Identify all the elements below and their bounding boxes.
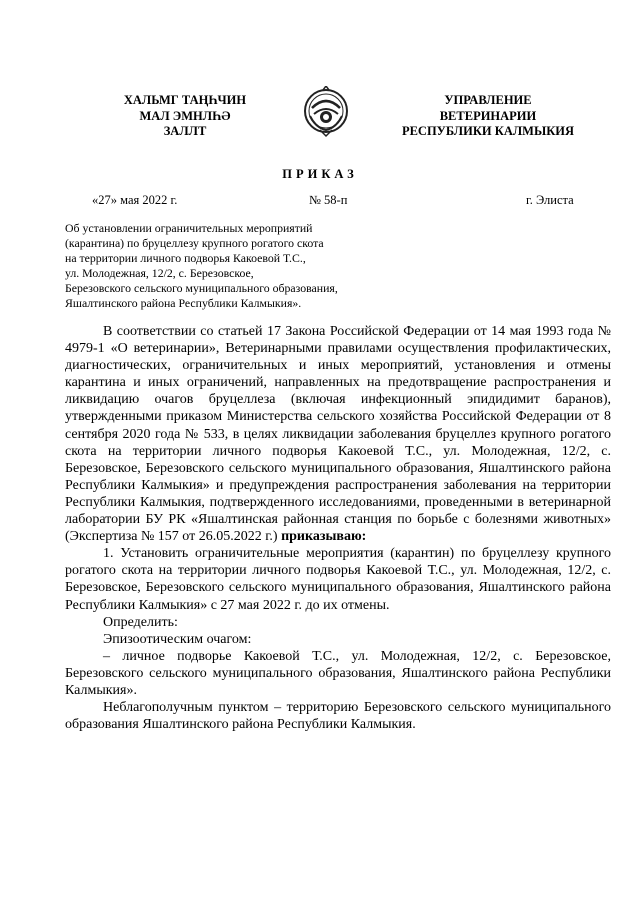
order-number: № 58-п xyxy=(309,193,348,207)
focus-paragraph: – личное подворье Какоевой Т.С., ул. Молодежная, 12/2, с. Березовское, Березовского сельского муниципального образования, Яшалтинского района Республики Калмыкия». xyxy=(65,648,611,698)
order-body xyxy=(65,323,611,733)
header-right-line: ВЕТЕРИНАРИИ xyxy=(439,108,537,123)
subject-line: ул. Молодежная, 12/2, с. Березовское, xyxy=(65,266,254,281)
unfavorable-paragraph: Неблагополучным пунктом – территорию Березовского сельского муниципального образования Яшалтинского района Республики Калмыкия. xyxy=(65,700,611,733)
subject-line: (карантина) по бруцеллезу крупного рогатого скота xyxy=(65,236,324,251)
header-right-line: РЕСПУБЛИКИ КАЛМЫКИЯ xyxy=(401,124,575,138)
subject-line: Об установлении ограничительных мероприятий xyxy=(65,221,313,235)
coat-of-arms-icon xyxy=(302,86,350,138)
header-right-line: УПРАВЛЕНИЕ xyxy=(444,93,532,107)
subject-line: на территории личного подворья Какоевой Т.С., xyxy=(65,251,306,266)
subject-line: Березовского сельского муниципального образования, xyxy=(65,281,338,296)
document-title: ПРИКАЗ xyxy=(282,167,358,181)
intro-bold: приказываю: xyxy=(281,529,367,545)
header-left-line: МАЛ ЭМНЛҺӘ xyxy=(139,108,231,123)
header-left-line: ХАЛЬМГ ТАҢҺЧИН xyxy=(123,93,247,107)
subject-line: Яшалтинского района Республики Калмыкия». xyxy=(65,296,302,311)
order-date: «27» мая 2022 г. xyxy=(92,193,178,207)
intro-paragraph xyxy=(65,323,611,545)
order-city: г. Элиста xyxy=(526,193,574,207)
intro-text: В соответствии со статьей 17 Закона Российской Федерации от 14 мая 1993 года № 4979-1 «О ветеринарии», Ветеринарными правилами осуществления профилактических, диагностических, ограничительных и иных мероприятий, установления и отмены карантина и иных ограничений, направленных на предотвращение распространения и ликвидацию очагов бруцеллеза (включая инфекционный эпидидимит баранов), утвержденными приказом Министерства сельского хозяйства Российской Федерации от 8 сентября 2020 года № 533, в целях ликвидации заболевания бруцеллез крупного рогатого скота на территории личного подворья Какоевой Т.С., ул. Молодежная, 12/2, с. Березовское, Березовского сельского муниципального образования, Яшалтинского района Республики Калмыкия» и предупреждения распространения заболевания на территории Республики Калмыкия, подтвержденного исследованиями, проведенными в ветеринарной лаборатории БУ РК «Яшалтинская районная станция по борьбе с болезнями животных» (Экспертиза № 157 от 26.05.2022 г.) xyxy=(65,324,611,545)
header-left-block xyxy=(90,93,280,140)
order-subject xyxy=(65,221,338,312)
item-1-paragraph: 1. Установить ограничительные мероприятия (карантин) по бруцеллезу крупного рогатого скота на территории личного подворья Какоевой Т.С., ул. Молодежная, 12/2, с. Березовское, Березовского сельского муниципального образования, Яшалтинского района Республики Калмыкия» с 27 мая 2022 г. до их отмены. xyxy=(65,546,611,613)
focus-label: Эпизоотическим очагом: xyxy=(103,631,252,647)
header-right-block xyxy=(388,93,588,140)
define-line: Определить: xyxy=(103,614,178,630)
header-left-line: ЗАЛЛТ xyxy=(163,124,207,138)
